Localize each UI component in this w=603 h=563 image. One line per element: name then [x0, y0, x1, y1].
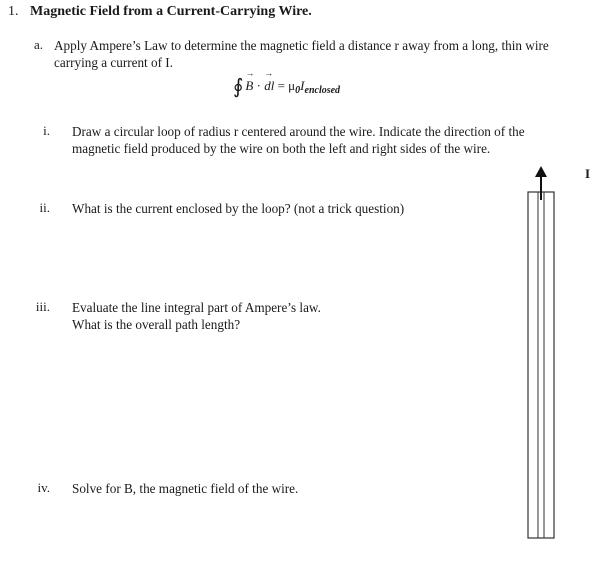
contour-integral-symbol: ∮	[233, 76, 244, 98]
subpart-i-number: i.	[43, 123, 50, 138]
wire-outline	[528, 192, 554, 538]
dot-operator: ·	[253, 78, 265, 93]
current-label: I	[585, 166, 591, 181]
problem-number: 1.	[8, 4, 19, 19]
current-arrow-icon	[535, 166, 547, 177]
subpart-iii-text: Evaluate the line integral part of Ampere’s law. What is the overall path length?	[72, 300, 321, 332]
subpart-i-text: Draw a circular loop of radius r centered around the wire. Indicate the direction of the magnetic field produced by the wire on both the left and right sides of the wire.	[72, 124, 525, 156]
subpart-iii-number: iii.	[35, 299, 50, 314]
problem-title: Magnetic Field from a Current-Carrying Wire.	[30, 4, 312, 19]
subpart-iv-number: iv.	[37, 480, 50, 495]
part-a-text: Apply Ampere’s Law to determine the magnetic field a distance r away from a long, thin wire carrying a current of I.	[54, 38, 549, 70]
subpart-iv-text: Solve for B, the magnetic field of the wire.	[72, 481, 299, 496]
b-vector: → B	[245, 78, 253, 94]
amperes-law-equation	[233, 74, 340, 99]
current-carrying-wire	[522, 160, 562, 550]
subpart-ii-number: ii.	[39, 200, 50, 215]
mu-subscript: 0	[295, 85, 301, 96]
part-a-letter: a.	[34, 37, 44, 52]
dl-vector: → dl	[264, 78, 274, 94]
equals-mu: = μ	[274, 78, 296, 93]
enclosed-subscript: enclosed	[304, 85, 341, 96]
subpart-ii-text: What is the current enclosed by the loop? (not a trick question)	[72, 201, 405, 216]
current-symbol: I	[300, 78, 305, 93]
